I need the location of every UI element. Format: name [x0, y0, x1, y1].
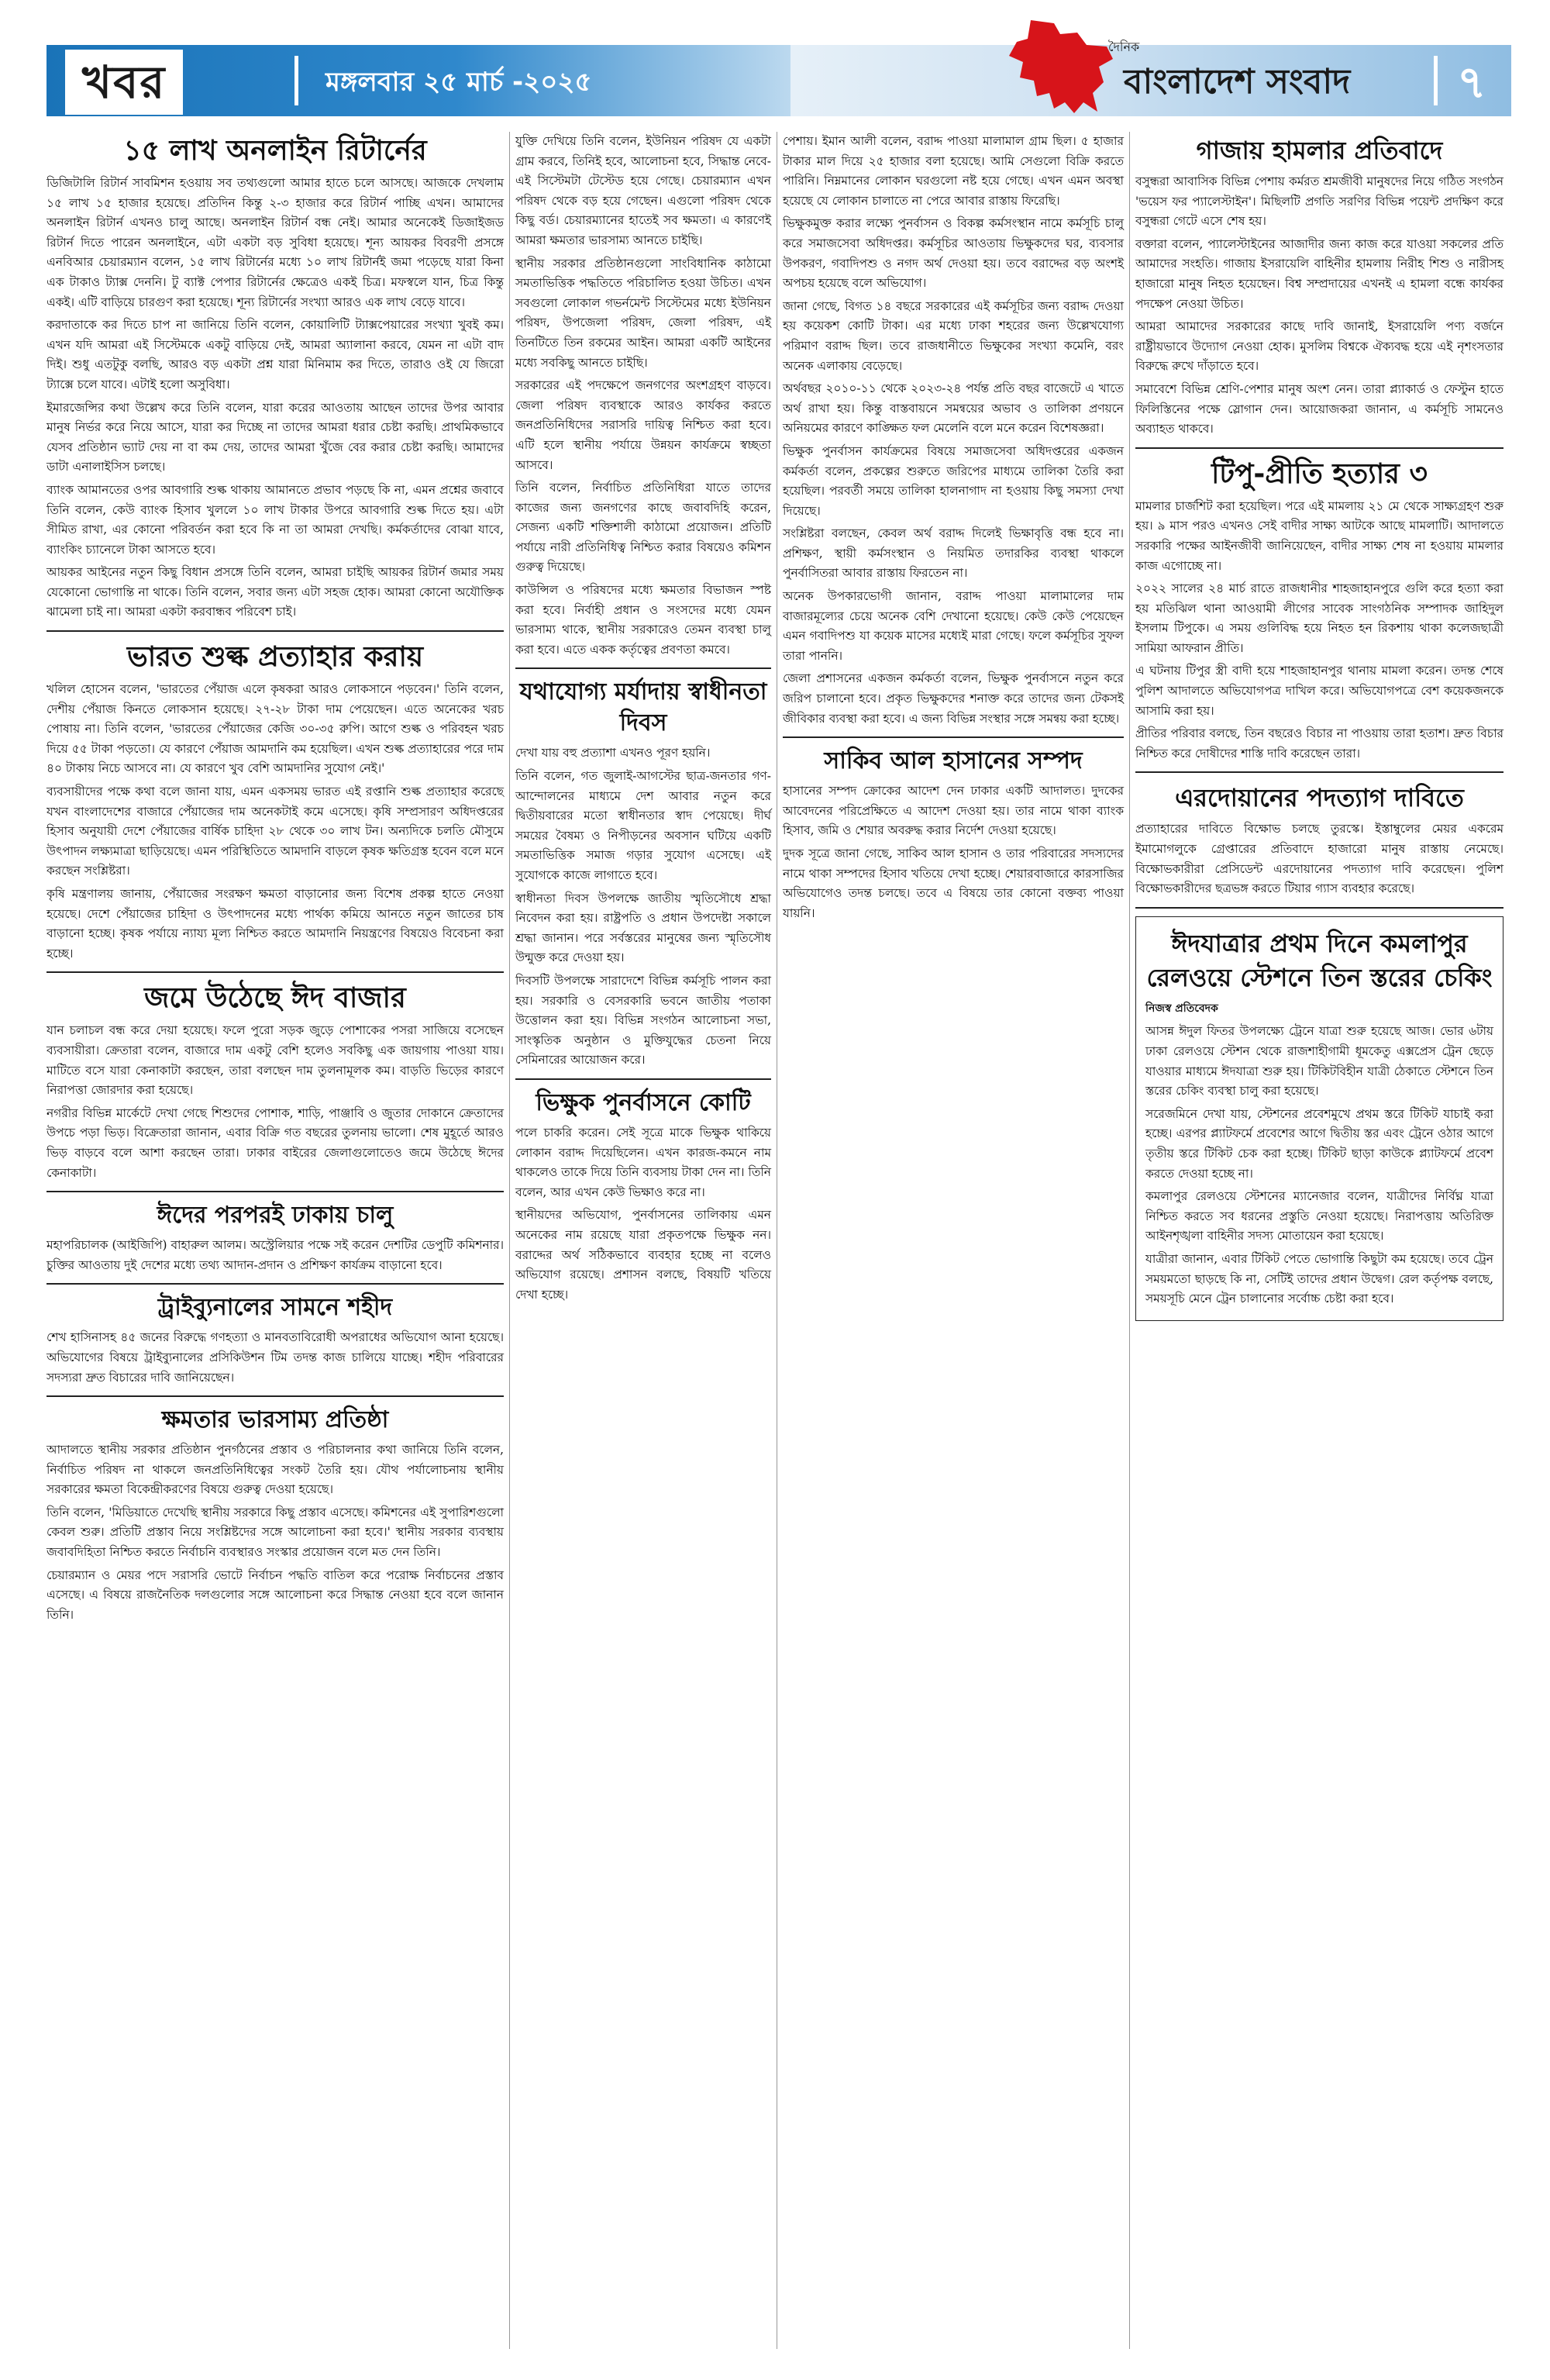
story-divider [46, 1283, 504, 1285]
story-body [46, 680, 504, 964]
paragraph: অনেক উপকারভোগী জানান, বরাদ্দ পাওয়া মালামালের দাম বাজারমূল্যের চেয়ে অনেক বেশি দেখানো হয়েছে। কেউ কেউ পেয়েছেন এমন গবাদিপশু যা কয়েক মাসের মধ্যেই মারা গেছে। ফলে কর্মসূচির সুফল তারা পাননি। [783, 589, 1124, 663]
paragraph: ভিক্ষুক পুনর্বাসন কার্যক্রমের বিষয়ে সমাজসেবা অধিদপ্তরের একজন কর্মকর্তা বলেন, প্রকল্পের শুরুতে জরিপের মাধ্যমে তালিকা তৈরি করা হয়েছিল। পরবর্তী সময়ে তালিকা হালনাগাদ না হওয়ায় কিছু সমস্যা দেখা দিয়েছে। [783, 443, 1124, 518]
newspaper-name: বাংলাদেশ সংবাদ [1124, 62, 1351, 102]
paragraph: দেখা যায় বহু প্রত্যাশা এখনও পূরণ হয়নি। [515, 746, 711, 761]
paragraph: খলিল হোসেন বলেন, 'ভারতের পেঁয়াজ এলে কৃষকরা আরও লোকসানে পড়বেন।' তিনি বলেন, দেশীয় পেঁয়াজ কিনতে লোকসান হয়েছে। ২৭-২৮ টাকা দাম পেয়েছেন। এতে অনেকের খরচ পোষায় না। তিনি বলেন, 'ভারতের পেঁয়াজের কেজি ৩০-৩৫ রুপি। আগে শুল্ক ও পরিবহন খরচ দিয়ে ৫৫ টাকা পড়তো। যে কারণে পেঁয়াজ আমদানি কম হয়েছিল। এখন শুল্ক প্রত্যাহারের পরে দাম ৪০ টাকায় নিচে আসবে না। যে কারণে খুব বেশি আমদানির সুযোগ নেই।' [46, 682, 504, 776]
headline: ভিক্ষুক পুনর্বাসনে কোটি [536, 1088, 751, 1116]
story-kamalapur-checking [1135, 916, 1504, 1321]
paragraph: যাত্রীরা জানান, এবার টিকিট পেতে ভোগান্তি কিছুটা কম হয়েছে। তবে ট্রেন সময়মতো ছাড়ছে কি না, সেটিই তাদের প্রধান উদ্বেগ। রেল কর্তৃপক্ষ বলছে, সময়সূচি মেনে ট্রেন চালানোর সর্বোচ্চ চেষ্টা করা হবে। [1145, 1251, 1493, 1306]
story-gaza-protest [1135, 133, 1504, 440]
paragraph: হাসানের সম্পদ ক্রোকের আদেশ দেন ঢাকার একটি আদালত। দুদকের আবেদনের পরিপ্রেক্ষিতে এ আদেশ দেওয়া হয়। তার নামে থাকা ব্যাংক হিসাব, জমি ও শেয়ার অবরুদ্ধ করার নির্দেশ দেওয়া হয়েছে। [783, 784, 1124, 838]
headline: ট্রাইব্যুনালের সামনে শহীদ [157, 1294, 393, 1322]
column-2 [515, 132, 771, 1312]
paragraph: কাউন্সিল ও পরিষদের মধ্যে ক্ষমতার বিভাজন স্পষ্ট করা হবে। নির্বাহী প্রধান ও সংসদের মধ্যে যেমন ভারসাম্য থাকে, স্থানীয় সরকারেও তেমন ব্যবস্থা চালু করা হবে। এতে একক কর্তৃত্বের প্রবণতা কমবে। [515, 583, 771, 657]
paragraph: বসুন্ধরা আবাসিক বিভিন্ন পেশায় কর্মরত শ্রমজীবী মানুষদের নিয়ে গঠিত সংগঠন 'ভয়েস ফর প্যালেস্টাইন'। মিছিলটি প্রগতি সরণির বিভিন্ন পয়েন্ট প্রদক্ষিণ করে বসুন্ধরা গেটে এসে শেষ হয়। [1135, 174, 1504, 229]
story-erdogan-resign [1135, 781, 1504, 899]
masthead [0, 0, 1550, 116]
story-body [1135, 497, 1504, 764]
story-body [783, 781, 1124, 923]
paragraph: শেখ হাসিনাসহ ৪৫ জনের বিরুদ্ধে গণহত্যা ও মানবতাবিরোধী অপরাধের অভিযোগ আনা হয়েছে। অভিযোগের বিষয়ে ট্রাইব্যুনালের প্রসিকিউশন টিম তদন্ত কাজ চালিয়ে যাচ্ছে। শহীদ পরিবারের সদস্যরা দ্রুত বিচারের দাবি জানিয়েছেন। [46, 1330, 504, 1385]
bangladesh-map-icon [1000, 16, 1116, 118]
paragraph: জেলা প্রশাসনের একজন কর্মকর্তা বলেন, ভিক্ষুক পুনর্বাসনে নতুন করে জরিপ চালানো হবে। প্রকৃত ভিক্ষুকদের শনাক্ত করে তাদের জন্য টেকসই জীবিকার ব্যবস্থা করা হবে। এ জন্য বিভিন্ন সংস্থার সঙ্গে সমন্বয় করা হচ্ছে। [783, 671, 1124, 726]
paragraph: সরকারের এই পদক্ষেপে জনগণের অংশগ্রহণ বাড়বে। জেলা পরিষদ ব্যবস্থাকে আরও কার্যকর করতে জনপ্রতিনিধিদের সরাসরি দায়িত্ব নিশ্চিত করা হবে। এটি হলে স্থানীয় পর্যায়ে উন্নয়ন কার্যক্রমে স্বচ্ছতা আসবে। [515, 378, 771, 472]
story-body [46, 1021, 504, 1183]
paragraph: করদাতাকে কর দিতে চাপ না জানিয়ে তিনি বলেন, কোয়ালিটি ট্যাক্সপেয়ারের সংখ্যা খুবই কম। এখন যদি আমরা এই সিস্টেমকে একটু বাড়িয়ে দেই, আমরা অ্যালানা করবে, যেমন না এটা বাদ দিই। শুধু এতটুকু বলছি, আরও বড় একটা প্রশ্ন যারা মিনিমাম কর দিতে, তারাও ওই যে জিরো ট্যাক্সে চলে যাবে। এটাই হলো অসুবিধা। [46, 318, 504, 391]
story-tribunal [46, 1292, 504, 1388]
paragraph: পেশায়। ইমান আলী বলেন, বরাদ্দ পাওয়া মালামাল গ্রাম ছিল। ৫ হাজার টাকার মাল দিয়ে ২৫ হাজার বলা হয়েছে। আমি সেগুলো বিক্রি করতে পারিনি। নিম্নমানের লোকান ঘরগুলো নষ্ট হয়ে গেছে। এখন এমন অবস্থা হয়েছে যে লোকান চালাতে না পেরে আবার রাস্তায় ফিরেছি। [783, 134, 1124, 208]
paragraph: তিনি বলেন, নির্বাচিত প্রতিনিধিরা যাতে তাদের কাজের জন্য জনগণের কাছে জবাবদিহি করেন, সেজন্য একটি শক্তিশালী কাঠামো প্রয়োজন। প্রতিটি পর্যায়ে নারী প্রতিনিধিত্ব নিশ্চিত করার বিষয়েও কমিশন গুরুত্ব দিয়েছে। [515, 481, 771, 574]
story-divider [1135, 907, 1504, 909]
paragraph: প্রীতির পরিবার বলছে, তিন বছরেও বিচার না পাওয়ায় তারা হতাশ। দ্রুত বিচার নিশ্চিত করে দোষীদের শাস্তি দাবি করেছেন তারা। [1135, 726, 1504, 761]
paragraph: প্রত্যাহারের দাবিতে বিক্ষোভ চলছে তুরস্কে। ইস্তাম্বুলের মেয়র একরেম ইমামোগলুকে গ্রেপ্তারের প্রতিবাদে হাজারো মানুষ রাস্তায় নেমেছে। বিক্ষোভকারীরা প্রেসিডেন্ট এরদোয়ানের পদত্যাগ দাবি করেছেন। পুলিশ বিক্ষোভকারীদের ছত্রভঙ্গ করতে টিয়ার গ্যাস ব্যবহার করেছে। [1135, 822, 1504, 896]
column-3 [783, 132, 1124, 931]
paragraph: স্থানীয়দের অভিযোগ, পুনর্বাসনের তালিকায় এমন অনেকের নাম রয়েছে যারা প্রকৃতপক্ষে ভিক্ষুক নন। বরাদ্দের অর্থ সঠিকভাবে ব্যবহার হচ্ছে না বলেও অভিযোগ রয়েছে। প্রশাসন বলছে, বিষয়টি খতিয়ে দেখা হচ্ছে। [515, 1208, 771, 1302]
paragraph: ব্যবসায়ীদের পক্ষে কথা বলে জানা যায়, এমন একসময় ভারত এই রপ্তানি শুল্ক প্রত্যাহার করেছে যখন বাংলাদেশের বাজারে পেঁয়াজের দাম অনেকটাই কমে এসেছে। কৃষি সম্প্রসারণ অধিদপ্তরের হিসাব অনুযায়ী দেশে পেঁয়াজের বার্ষিক চাহিদা ২৮ থেকে ৩০ লাখ টন। অন্যদিকে চলতি মৌসুমে উৎপাদন লক্ষ্যমাত্রা ছাড়িয়েছে। এমন পরিস্থিতিতে আমদানি বাড়লে কৃষক ক্ষতিগ্রস্ত হবেন বলে মনে করছেন সংশ্লিষ্টরা। [46, 785, 504, 878]
story-body [783, 132, 1124, 729]
paragraph: যান চলাচল বন্ধ করে দেয়া হয়েছে। ফলে পুরো সড়ক জুড়ে পোশাকের পসরা সাজিয়ে বসেছেন ব্যবসায়ীরা। ক্রেতারা বলেন, বাজারে দাম একটু বেশি হলেও সবকিছু এক জায়গায় পাওয়া যায়। মাটিতে বসে যারা কেনাকাটা করছেন, তারা বলছেন দাম তুলনামূলক কম। বাড়তি ভিড়ের কারণে নিরাপত্তা জোরদার করা হয়েছে। [46, 1023, 504, 1098]
paragraph: দিবসটি উপলক্ষে সারাদেশে বিভিন্ন কর্মসূচি পালন করা হয়। সরকারি ও বেসরকারি ভবনে জাতীয় পতাকা উত্তোলন করা হয়। বিভিন্ন সংগঠন আলোচনা সভা, সাংস্কৃতিক অনুষ্ঠান ও মুক্তিযুদ্ধের চেতনা নিয়ে সেমিনারের আয়োজন করে। [515, 973, 771, 1068]
paragraph: মহাপরিচালক (আইজিপি) বাহারুল আলম। অস্ট্রেলিয়ার পক্ষে সই করেন দেশটির ডেপুটি কমিশনার। চুক্তির আওতায় দুই দেশের মধ্যে তথ্য আদান-প্রদান ও প্রশিক্ষণ কার্যক্রম বাড়ানো হবে। [46, 1238, 504, 1272]
headline: সাকিব আল হাসানের সম্পদ [824, 747, 1083, 775]
paragraph: দুদক সূত্রে জানা গেছে, সাকিব আল হাসান ও তার পরিবারের সদস্যদের নামে থাকা সম্পদের হিসাব খতিয়ে দেখা হচ্ছে। শেয়ারবাজারে কারসাজির অভিযোগেও তদন্ত চলছে। তবে এ বিষয়ে তার কোনো বক্তব্য পাওয়া যায়নি। [783, 847, 1124, 920]
story-body [46, 1440, 504, 1625]
story-body [46, 1328, 504, 1388]
paragraph: বক্তারা বলেন, প্যালেস্টাইনের আজাদীর জন্য কাজ করে যাওয়া সকলের প্রতি আমাদের সংহতি। গাজায় ইসরায়েলি বাহিনীর হামলায় নিরীহ শিশু ও নারীসহ হাজারো মানুষ নিহত হয়েছেন। বিশ্ব সম্প্রদায়ের এখনই এ হামলা বন্ধে কার্যকর পদক্ষেপ নেওয়া উচিত। [1135, 236, 1504, 311]
paragraph: কমলাপুর রেলওয়ে স্টেশনের ম্যানেজার বলেন, যাত্রীদের নির্বিঘ্ন যাত্রা নিশ্চিত করতে সব ধরনের প্রস্তুতি নেওয়া হয়েছে। নিরাপত্তায় অতিরিক্ত আইনশৃঙ্খলা বাহিনীর সদস্য মোতায়েন করা হয়েছে। [1145, 1189, 1493, 1243]
story-divider [1135, 771, 1504, 773]
paragraph: স্থানীয় সরকার প্রতিষ্ঠানগুলো সাংবিধানিক কাঠামো সমতাভিত্তিক পদ্ধতিতে পরিচালিত হওয়া উচিত। এখন সবগুলো লোকাল গভর্নমেন্ট সিস্টেমের মধ্যে ইউনিয়ন পরিষদ, উপজেলা পরিষদ, জেলা পরিষদ, এই তিনটিতে তিন রকমের আইন। আমরা একটি আইনের মধ্যে সবকিছু আনতে চাইছি। [515, 256, 771, 370]
story-body [515, 1123, 771, 1305]
paper-daily-label: দৈনিক [1108, 40, 1140, 54]
headline: ঈদের পরপরই ঢাকায় চালু [157, 1202, 394, 1230]
story-body [1145, 1022, 1493, 1309]
paragraph: সরেজমিনে দেখা যায়, স্টেশনের প্রবেশমুখে প্রথম স্তরে টিকিট যাচাই করা হচ্ছে। এরপর প্ল্যাটফর্মে প্রবেশের আগে দ্বিতীয় স্তর এবং ট্রেনে ওঠার আগে তৃতীয় স্তরে টিকিট চেক করা হচ্ছে। টিকিট ছাড়া কাউকে প্ল্যাটফর্মে প্রবেশ করতে দেওয়া হচ্ছে না। [1145, 1106, 1493, 1181]
page-number: ৭ [1457, 56, 1486, 109]
column-separator [509, 132, 510, 2349]
story-tipu-priti-murder [1135, 457, 1504, 764]
section-title: খবর [65, 50, 183, 115]
paragraph: তিনি বলেন, 'মিডিয়াতে দেখেছি স্থানীয় সরকারে কিছু প্রস্তাব এসেছে। কমিশনের এই সুপারিশগুলো কেবল শুরু। প্রতিটি প্রস্তাব নিয়ে সংশ্লিষ্টদের সঙ্গে আলোচনা করা হবে।' স্থানীয় সরকার ব্যবস্থায় জবাবদিহিতা নিশ্চিত করতে নির্বাচনি ব্যবস্থারও সংস্কার প্রয়োজন বলে মত দেন তিনি। [46, 1505, 504, 1560]
paragraph: আমরা আমাদের সরকারের কাছে দাবি জানাই, ইসরায়েলি পণ্য বর্জনে রাষ্ট্রীয়ভাবে উদ্যোগ নেওয়া হোক। মুসলিম বিশ্বকে ঐক্যবদ্ধ হয়ে এই নৃশংসতার বিরুদ্ধে রুখে দাঁড়াতে হবে। [1135, 319, 1504, 374]
story-divider [515, 667, 771, 669]
paragraph: মামলার চার্জশিট করা হয়েছিল। পরে এই মামলায় ২১ মে থেকে সাক্ষ্যগ্রহণ শুরু হয়। ৯ মাস পরও এখনও সেই বাদীর সাক্ষ্য আটকে আছে মামলাটি। আদালতে সরকারি পক্ষের আইনজীবী জানিয়েছেন, বাদীর সাক্ষ্য শেষ না হওয়ায় মামলার কাজ এগোচ্ছে না। [1135, 498, 1504, 573]
paragraph: যুক্তি দেখিয়ে তিনি বলেন, ইউনিয়ন পরিষদ যে একটা গ্রাম করবে, তিনিই হবে, আলোচনা হবে, সিদ্ধান্ত নেবে-এই সিস্টেমটা টেস্টেড হয়ে গেছে। চেয়ারম্যান এখন পরিষদ থেকে বড় হয়ে গেছেন। এগুলো পরিষদ থেকে কিছু বর্ড। চেয়ারম্যানের হাতেই সব ক্ষমতা। এ কারণেই আমরা ক্ষমতার ভারসাম্য আনতে চাইছি। [515, 134, 771, 247]
story-local-govt-continued [515, 132, 771, 660]
story-power-balance [46, 1405, 504, 1625]
paragraph: তিনি বলেন, গত জুলাই-আগস্টের ছাত্র-জনতার গণ-আন্দোলনের মাধ্যমে দেশ আবার নতুন করে দ্বিতীয়বারের মতো স্বাধীনতার স্বাদ পেয়েছে। দীর্ঘ সময়ের বৈষম্য ও নিপীড়নের অবসান ঘটিয়ে একটি সমতাভিত্তিক সমাজ গড়ার সুযোগ এসেছে। এই সুযোগকে কাজে লাগাতে হবে। [515, 769, 771, 882]
issue-date: মঙ্গলবার ২৫ মার্চ -২০২৫ [326, 67, 592, 98]
paragraph: নগরীর বিভিন্ন মার্কেটে দেখা গেছে শিশুদের পোশাক, শাড়ি, পাঞ্জাবি ও জুতার দোকানে ক্রেতাদের উপচে পড়া ভিড়। বিক্রেতারা জানান, এবার বিক্রি গত বছরের তুলনায় ভালো। শেষ মুহূর্তে আরও ভিড় বাড়বে বলে আশা করছেন তারা। ঢাকার বাইরের জেলাগুলোতেও জমে উঠেছে ঈদের কেনাকাটা। [46, 1105, 504, 1180]
story-body [46, 1236, 504, 1275]
story-body [1135, 819, 1504, 899]
headline: ঈদযাত্রার প্রথম দিনে কমলাপুর রেলওয়ে স্টেশনে তিন স্তরের চেকিং [1146, 928, 1493, 992]
headline: ১৫ লাখ অনলাইন রিটার্নের [123, 135, 427, 167]
headline: গাজায় হামলার প্রতিবাদে [1196, 136, 1443, 165]
story-shakib-assets [783, 746, 1124, 923]
paragraph: ২০২২ সালের ২৪ মার্চ রাতে রাজধানীর শাহজাহানপুরে গুলি করে হত্যা করা হয় মতিঝিল থানা আওয়ামী লীগের সাবেক সাংগঠনিক সম্পাদক জাহিদুল ইসলাম টিপুকে। এ সময় গুলিবিদ্ধ হয়ে নিহত হন রিকশায় থাকা কলেজছাত্রী সামিয়া আফরান প্রীতি। [1135, 581, 1504, 655]
paragraph: আয়কর আইনের নতুন কিছু বিধান প্রসঙ্গে তিনি বলেন, আমরা চাইছি আয়কর রিটার্ন জমার সময় যেকোনো ভোগান্তি না থাকে। তিনি বলেন, সবার জন্য এটা সহজ হোক। আমরা কোনো অযৌক্তিক ঝামেলা চাই না। আমরা একটা করবান্ধব পরিবেশ চাই। [46, 565, 504, 619]
column-separator [1129, 132, 1130, 2349]
headline: এরদোয়ানের পদত্যাগ দাবিতে [1175, 783, 1464, 813]
paragraph: আসন্ন ঈদুল ফিতর উপলক্ষ্যে ট্রেনে যাত্রা শুরু হয়েছে আজ। ভোর ৬টায় ঢাকা রেলওয়ে স্টেশন থেকে রাজশাহীগামী ধূমকেতু এক্সপ্রেস ট্রেন ছেড়ে যাওয়ার মাধ্যমে ঈদযাত্রা শুরু হয়। টিকিটবিহীন যাত্রী ঠেকাতে স্টেশনে তিন স্তরের চেকিং ব্যবস্থা চালু করা হয়েছে। [1145, 1024, 1493, 1099]
masthead-divider [1434, 56, 1438, 105]
story-independence-day [515, 677, 771, 1071]
story-divider [783, 736, 1124, 738]
headline: টিপু-প্রীতি হত্যার ৩ [1211, 457, 1428, 490]
story-body [515, 132, 771, 660]
paragraph: এ ঘটনায় টিপুর স্ত্রী বাদী হয়ে শাহজাহানপুর থানায় মামলা করেন। তদন্ত শেষে পুলিশ আদালতে অভিযোগপত্র দাখিল করে। অভিযোগপত্রে বেশ কয়েকজনকে আসামি করা হয়। [1135, 664, 1504, 718]
paragraph: চেয়ারম্যান ও মেয়র পদে সরাসরি ভোটে নির্বাচন পদ্ধতি বাতিল করে পরোক্ষ নির্বাচনের প্রস্তাব এসেছে। এ বিষয়ে রাজনৈতিক দলগুলোর সঙ্গে আলোচনা করে সিদ্ধান্ত নেওয়া হবে বলে জানান তিনি। [46, 1568, 504, 1622]
story-divider [46, 630, 504, 632]
headline: ক্ষমতার ভারসাম্য প্রতিষ্ঠা [161, 1406, 389, 1434]
paragraph: জানা গেছে, বিগত ১৪ বছরে সরকারের এই কর্মসূচির জন্য বরাদ্দ দেওয়া হয় কয়েকশ কোটি টাকা। এর মধ্যে ঢাকা শহরের জন্য উল্লেখযোগ্য পরিমাণ বরাদ্দ ছিল। তবে রাজধানীতে ভিক্ষুকের সংখ্যা কমেনি, বরং অনেক এলাকায় বেড়েছে। [783, 298, 1124, 373]
story-divider [515, 1078, 771, 1080]
paragraph: সংশ্লিষ্টরা বলছেন, কেবল অর্থ বরাদ্দ দিলেই ভিক্ষাবৃত্তি বন্ধ হবে না। প্রশিক্ষণ, স্থায়ী কর্মসংস্থান ও নিয়মিত তদারকির ব্যবস্থা থাকলে পুনর্বাসিতরা আবার রাস্তায় ফিরতেন না। [783, 526, 1124, 581]
story-eid-market [46, 981, 504, 1183]
headline: ভারত শুল্ক প্রত্যাহার করায় [126, 641, 424, 674]
story-divider [46, 1191, 504, 1192]
story-india-duty [46, 640, 504, 964]
story-divider [46, 1395, 504, 1397]
column-1 [46, 132, 504, 1633]
paragraph: ডিজিটালি রিটার্ন সাবমিশন হওয়ায় সব তথ্যগুলো আমার হাতে চলে আসছে। আজকে দেখলাম ১৫ লাখ ১৫ হাজার হয়েছে। প্রতিদিন কিন্তু ২-৩ হাজার করে রিটার্ন পাচ্ছি এখন। আমাদের অনলাইন রিটার্ন এখনও চালু আছে। অনলাইন রিটার্ন বন্ধ নেই। আমার অনেকেই ডিজাইজড রিটার্ন দিতে পারেন অনলাইনে, এটা একটা বড় সুবিধা হয়েছে। শূন্য আয়কর বিবরণী প্রসঙ্গে এনবিআর চেয়ারম্যান বলেন, ১৫ লাখ রিটার্নের মধ্যে ১০ লাখ রিটার্নই জমা পড়েছে যারা কিনা এক টাকাও ট্যাক্স দেননি। টু ব্যাক্ট পেপার রিটার্নের ক্ষেত্রেও একই চিত্র। মফস্বলে যান, চিত্র কিন্তু একই। এটি বাড়িয়ে চারগুণ করা হয়েছে। শূন্য রিটার্নের সংখ্যা আরও এক লাখ বেড়ে যাবে। [46, 176, 504, 309]
paragraph: ব্যাংক আমানতের ওপর আবগারি শুল্ক থাকায় আমানতে প্রভাব পড়ছে কি না, এমন প্রশ্নের জবাবে তিনি বলেন, কেউ ব্যাংক হিসাব খুললে ১০ লাখ টাকার উপরে আবগারি শুল্ক দিতে হয়। এটা সীমিত রাখা, এর কোনো পরিবর্তন করা হবে কি না তা আমরা দেখছি। কর্মকর্তাদের বোঝা যাবে, ব্যাংকিং চ্যানেলে টাকা আসতে হবে। [46, 482, 504, 557]
story-divider [46, 971, 504, 973]
story-beggar-rehab-continued [783, 132, 1124, 729]
headline: জমে উঠেছে ঈদ বাজার [144, 982, 406, 1015]
byline: নিজস্ব প্রতিবেদক [1145, 1002, 1218, 1015]
column-4 [1135, 132, 1504, 1329]
paragraph: পলে চাকরি করেন। সেই সূত্রে মাকে ভিক্ষুক থাকিয়ে লোকান বরাদ্দ দিয়েছিলেন। এখন কারজ-কমনে নাম থাকলেও তাকে দিয়ে তিনি ব্যবসায় টাকা দেন না। তিনি বলেন, আর এখন কেউ ভিক্ষাও করে না। [515, 1125, 771, 1199]
headline: যথাযোগ্য মর্যাদায় স্বাধীনতা দিবস [519, 678, 767, 737]
paragraph: আদালতে স্থানীয় সরকার প্রতিষ্ঠান পুনর্গঠনের প্রস্তাব ও পরিচালনার কথা জানিয়ে তিনি বলেন, নির্বাচিত পরিষদ না থাকলে জনপ্রতিনিধিত্বের সংকট তৈরি হয়। যৌথ পর্যালোচনায় স্থানীয় সরকারের ক্ষমতা বিকেন্দ্রীকরণের বিষয়ে গুরুত্ব দেওয়া হয়েছে। [46, 1443, 504, 1497]
story-body [515, 743, 771, 1071]
story-beggar-rehab [515, 1088, 771, 1305]
paragraph: সমাবেশে বিভিন্ন শ্রেণি-পেশার মানুষ অংশ নেন। তারা প্ল্যাকার্ড ও ফেস্টুন হাতে ফিলিস্তিনের পক্ষে স্লোগান দেন। আয়োজকরা জানান, এ কর্মসূচি সামনেও অব্যাহত থাকবে। [1135, 381, 1504, 436]
paragraph: ভিক্ষুকমুক্ত করার লক্ষ্যে পুনর্বাসন ও বিকল্প কর্মসংস্থান নামে কর্মসূচি চালু করে সমাজসেবা অধিদপ্তর। কর্মসূচির আওতায় ভিক্ষুকদের ঘর, ব্যবসার উপকরণ, গবাদিপশু ও নগদ অর্থ দেওয়া হয়। তবে বরাদ্দের বড় অংশই অপচয় হয়েছে বলে অভিযোগ। [783, 216, 1124, 291]
story-after-eid-dhaka [46, 1200, 504, 1275]
paragraph: অর্থবছর ২০১০-১১ থেকে ২০২৩-২৪ পর্যন্ত প্রতি বছর বাজেটে এ খাতে অর্থ রাখা হয়। কিন্তু বাস্তবায়নে সমন্বয়ের অভাব ও তালিকা প্রণয়নে অনিয়মের কারণে কাঙ্ক্ষিত ফল মেলেনি বলে মনে করেন বিশেষজ্ঞরা। [783, 381, 1124, 436]
paragraph: স্বাধীনতা দিবস উপলক্ষে জাতীয় স্মৃতিসৌধে শ্রদ্ধা নিবেদন করা হয়। রাষ্ট্রপতি ও প্রধান উপদেষ্টা সকালে শ্রদ্ধা জানান। পরে সর্বস্তরের মানুষের জন্য স্মৃতিসৌধ উন্মুক্ত করে দেওয়া হয়। [515, 891, 771, 965]
masthead-divider [294, 56, 298, 105]
story-online-returns [46, 133, 504, 623]
story-divider [1135, 447, 1504, 449]
story-body [46, 174, 504, 623]
paragraph: ইমারজেন্সির কথা উল্লেখ করে তিনি বলেন, যারা করের আওতায় আছেন তাদের উপর আবার মানুষ নির্ভর করে নিয়ে আসে, যারা কর দিচ্ছে না তাদের আমরা ধরার চেষ্টা করছি। প্রাথমিকভাবে যেসব প্রতিষ্ঠান ভ্যাট দেয় না বা কম দেয়, তাদের আমরা খুঁজে বের করার চেষ্টা করছি। আমাদের ডাটা এনালাইসিস চলছে। [46, 400, 504, 474]
paragraph: কৃষি মন্ত্রণালয় জানায়, পেঁয়াজের সংরক্ষণ ক্ষমতা বাড়ানোর জন্য বিশেষ প্রকল্প হাতে নেওয়া হয়েছে। দেশে পেঁয়াজের চাহিদা ও উৎপাদনের মধ্যে পার্থক্য কমিয়ে আনতে নতুন জাতের চাষ বাড়ানো হচ্ছে। কৃষক পর্যায়ে ন্যায্য মূল্য নিশ্চিত করতে আমদানি নিয়ন্ত্রণের বিষয়েও বিবেচনা করা হচ্ছে। [46, 887, 504, 961]
story-body [1135, 172, 1504, 440]
